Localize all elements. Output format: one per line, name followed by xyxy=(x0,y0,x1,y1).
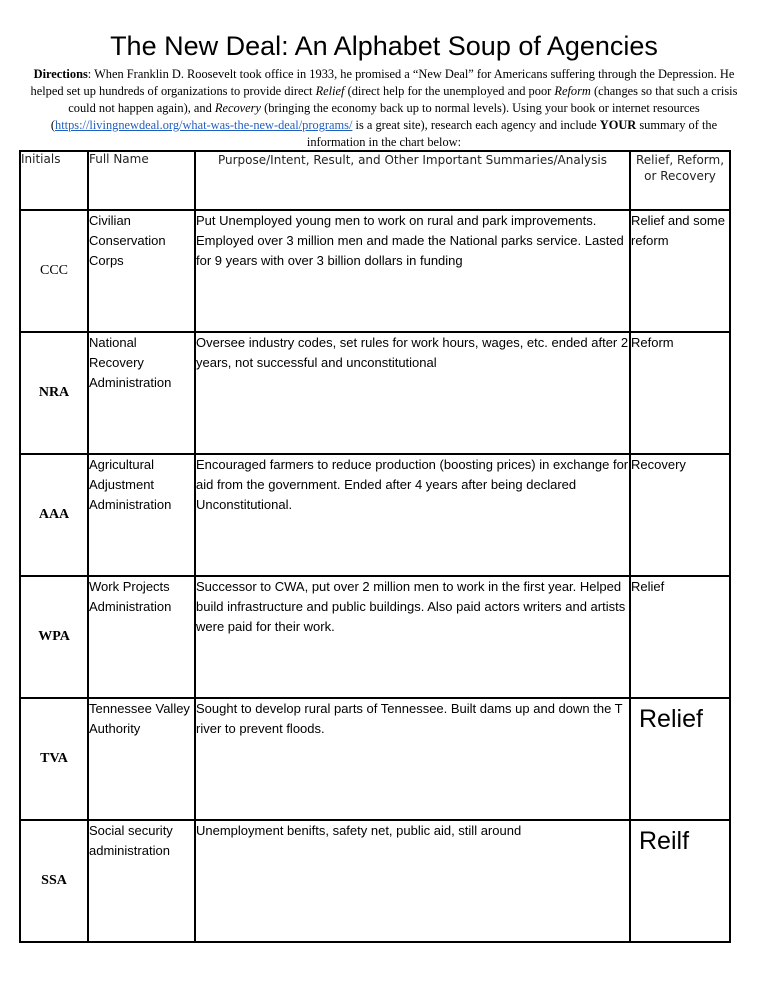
table-row xyxy=(20,210,730,332)
directions-text: (bringing the economy back up to normal levels). Using your book or internet resources ( xyxy=(50,101,700,132)
initials-cell: SSA xyxy=(20,820,88,942)
full-name-cell: Civilian Conservation Corps xyxy=(88,210,195,332)
directions-text: (direct help for the unemployed and poor xyxy=(344,84,555,98)
initials-cell: TVA xyxy=(20,698,88,820)
header-relief-reform-recovery: Relief, Reform, or Recovery xyxy=(630,151,730,210)
rrr-cell: Recovery xyxy=(630,454,730,576)
table-row xyxy=(20,698,730,820)
directions-text: (changes so that such a crisis could not happen again), and xyxy=(68,84,738,115)
header-purpose: Purpose/Intent, Result, and Other Important Summaries/Analysis xyxy=(195,151,630,210)
resource-link[interactable]: https://livingnewdeal.org/what-was-the-new-deal/programs/ xyxy=(55,118,353,132)
rrr-cell: Relief and some reform xyxy=(630,210,730,332)
initials-cell: WPA xyxy=(20,576,88,698)
rrr-cell: Reilf xyxy=(630,820,730,942)
purpose-cell: Encouraged farmers to reduce production (boosting prices) in exchange for aid from the government. Ended after 4 years after being declared Unconstitutional. xyxy=(195,454,630,576)
full-name-cell: Social security administration xyxy=(88,820,195,942)
purpose-cell: Put Unemployed young men to work on rural and park improvements. Employed over 3 million men and made the National parks service. Lasted for 9 years with over 3 billion dollars in funding xyxy=(195,210,630,332)
agencies-table xyxy=(19,150,731,943)
full-name-cell: Work Projects Administration xyxy=(88,576,195,698)
purpose-cell: Oversee industry codes, set rules for work hours, wages, etc. ended after 2 years, not successful and unconstitutional xyxy=(195,332,630,454)
full-name-cell: National Recovery Administration xyxy=(88,332,195,454)
directions-label: Directions xyxy=(33,67,88,81)
purpose-cell: Sought to develop rural parts of Tennessee. Built dams up and down the T river to prevent floods. xyxy=(195,698,630,820)
directions-text: is a great site), research each agency and include xyxy=(352,118,600,132)
directions-text: summary of the information in the chart below: xyxy=(306,118,718,149)
rrr-cell: Relief xyxy=(630,576,730,698)
directions-text: : When Franklin D. Roosevelt took office in 1933, he promised a “New Deal” for Americans suffering through the Depression. He helped set up hundreds of organizations to provide direct xyxy=(30,67,735,98)
recovery-term: Recovery xyxy=(214,101,261,115)
initials-cell: CCC xyxy=(20,210,88,332)
relief-term: Relief xyxy=(315,84,345,98)
purpose-cell: Unemployment benifts, safety net, public aid, still around xyxy=(195,820,630,942)
purpose-cell: Successor to CWA, put over 2 million men to work in the first year. Helped build infrastructure and public buildings. Also paid actors writers and artists were paid for their work. xyxy=(195,576,630,698)
header-full-name: Full Name xyxy=(88,151,195,210)
header-initials: Initials xyxy=(20,151,88,210)
initials-cell: AAA xyxy=(20,454,88,576)
initials-cell: NRA xyxy=(20,332,88,454)
page-title: The New Deal: An Alphabet Soup of Agencies xyxy=(110,31,658,61)
table-row xyxy=(20,332,730,454)
header-row xyxy=(20,151,730,210)
full-name-cell: Tennessee Valley Authority xyxy=(88,698,195,820)
table-row xyxy=(20,820,730,942)
rrr-cell: Reform xyxy=(630,332,730,454)
full-name-cell: Agricultural Adjustment Administration xyxy=(88,454,195,576)
directions-paragraph xyxy=(28,66,740,151)
reform-term: Reform xyxy=(554,84,591,98)
table-row xyxy=(20,454,730,576)
table-row xyxy=(20,576,730,698)
your-emphasis: YOUR xyxy=(599,118,637,132)
rrr-cell: Relief xyxy=(630,698,730,820)
